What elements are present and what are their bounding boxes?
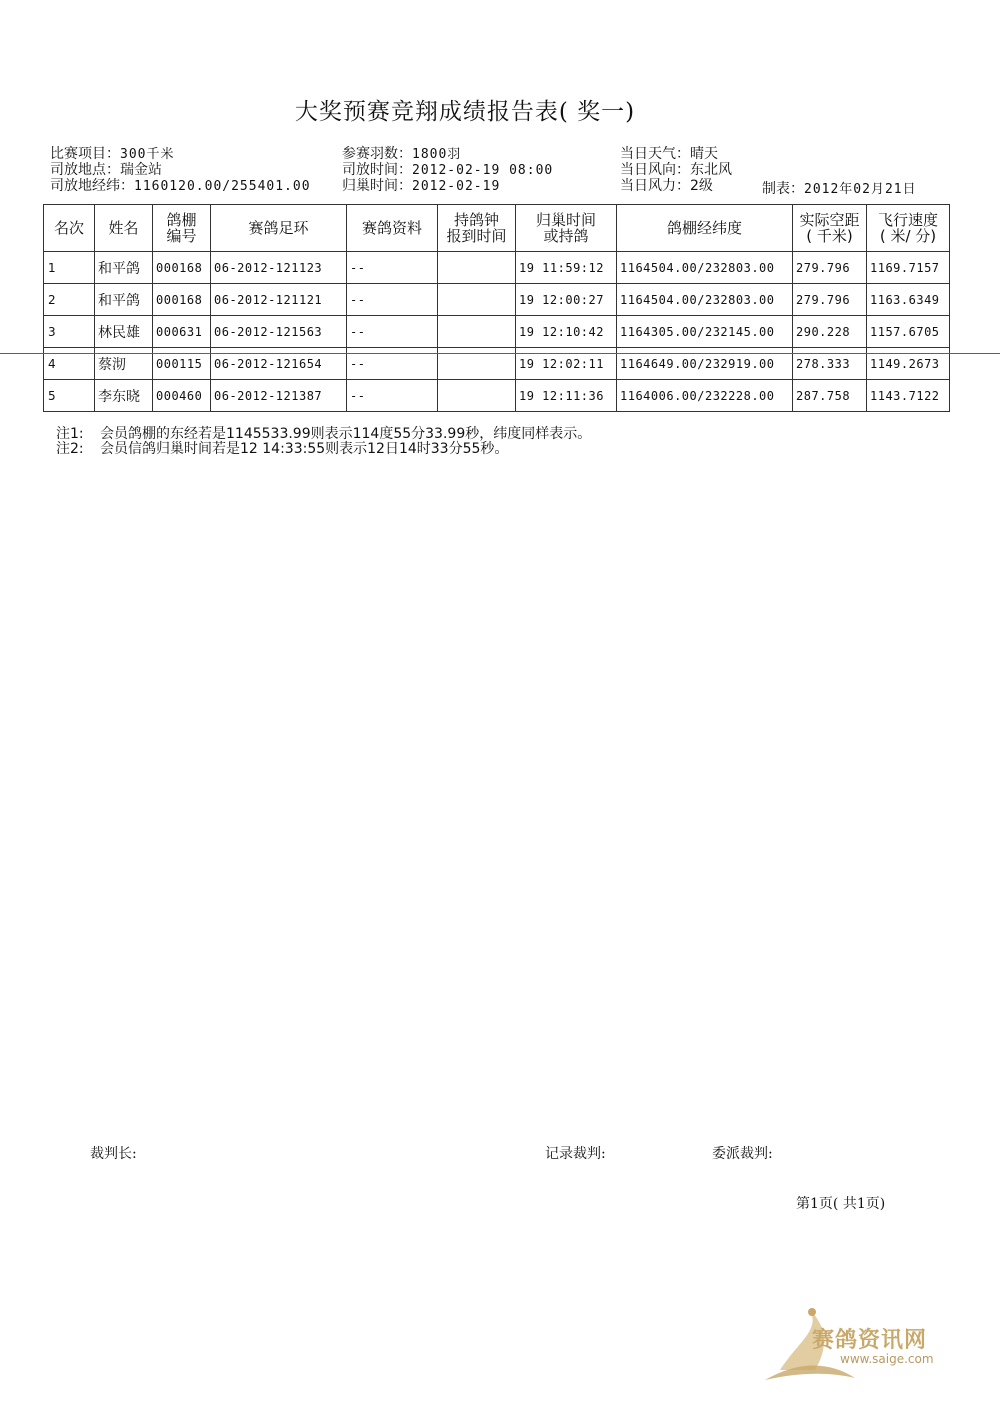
cell-arrival: 19 12:00:27 xyxy=(516,284,617,316)
chief-referee-label: 裁判长: xyxy=(90,1146,137,1162)
cell-arrival: 19 12:10:42 xyxy=(516,316,617,348)
watermark-site-name: 赛鸽资讯网 xyxy=(812,1328,928,1353)
info-label: 当日风力： xyxy=(620,178,690,194)
table-row xyxy=(44,380,950,412)
table-row xyxy=(44,316,950,348)
table-header-row xyxy=(44,205,950,252)
header-speed: 飞行速度 ( 米/ 分) xyxy=(867,205,950,252)
info-value: 1160120.00/255401.00 xyxy=(134,179,311,194)
cell-speed: 1157.6705 xyxy=(867,316,950,348)
results-table xyxy=(43,204,950,412)
info-label: 当日风向： xyxy=(620,162,690,178)
note-number: 注2: xyxy=(56,441,84,457)
cell-distance: 279.796 xyxy=(793,284,867,316)
cell-pigeon-info: -- xyxy=(347,252,438,284)
info-value: 瑞金站 xyxy=(120,162,162,178)
cell-rank: 5 xyxy=(44,380,95,412)
cell-arrival: 19 12:02:11 xyxy=(516,348,617,380)
info-label: 司放地经纬： xyxy=(50,178,134,194)
cell-clock-time xyxy=(438,252,516,284)
note-text: 会员信鸽归巢时间若是12 14:33:55则表示12日14时33分55秒。 xyxy=(100,441,509,457)
info-label: 比赛项目： xyxy=(50,146,120,162)
cell-coords: 1164504.00/232803.00 xyxy=(617,252,793,284)
info-label: 司放时间： xyxy=(342,162,412,178)
cell-rank: 4 xyxy=(44,348,95,380)
cell-rank: 3 xyxy=(44,316,95,348)
watermark-url: www.saige.com xyxy=(840,1352,934,1366)
cell-pigeon-info: -- xyxy=(347,316,438,348)
cell-coords: 1164305.00/232145.00 xyxy=(617,316,793,348)
cell-arrival: 19 11:59:12 xyxy=(516,252,617,284)
cell-arrival: 19 12:11:36 xyxy=(516,380,617,412)
cell-loft-no: 000115 xyxy=(153,348,211,380)
info-column-1 xyxy=(50,146,311,194)
header-pigeon-info: 赛鸽资料 xyxy=(347,205,438,252)
cell-speed: 1163.6349 xyxy=(867,284,950,316)
cell-loft-no: 000168 xyxy=(153,284,211,316)
cell-ring: 06-2012-121121 xyxy=(211,284,347,316)
header-coords: 鸽棚经纬度 xyxy=(617,205,793,252)
report-title: 大奖预赛竞翔成绩报告表( 奖一) xyxy=(294,99,636,125)
cell-ring: 06-2012-121563 xyxy=(211,316,347,348)
cell-speed: 1143.7122 xyxy=(867,380,950,412)
cell-name: 李东晓 xyxy=(95,380,153,412)
cell-distance: 278.333 xyxy=(793,348,867,380)
cell-pigeon-info: -- xyxy=(347,348,438,380)
info-column-2 xyxy=(342,146,553,194)
cell-speed: 1169.7157 xyxy=(867,252,950,284)
page-number: 第1页( 共1页) xyxy=(796,1196,886,1212)
cell-name: 蔡沏 xyxy=(95,348,153,380)
info-value: 2012-02-19 xyxy=(412,179,501,194)
cell-coords: 1164006.00/232228.00 xyxy=(617,380,793,412)
info-value: 晴天 xyxy=(690,146,718,162)
cell-ring: 06-2012-121123 xyxy=(211,252,347,284)
made-label: 制表： xyxy=(762,181,804,197)
table-row xyxy=(44,284,950,316)
header-distance: 实际空距 ( 千米) xyxy=(793,205,867,252)
info-value: 2012-02-19 08:00 xyxy=(412,163,554,178)
cell-distance: 290.228 xyxy=(793,316,867,348)
note-number: 注1: xyxy=(56,426,84,442)
cell-clock-time xyxy=(438,380,516,412)
made-date xyxy=(762,178,917,198)
notes xyxy=(56,427,591,457)
header-rank: 名次 xyxy=(44,205,95,252)
info-value: 东北风 xyxy=(690,162,732,178)
cell-ring: 06-2012-121654 xyxy=(211,348,347,380)
cell-name: 林民雄 xyxy=(95,316,153,348)
cell-coords: 1164504.00/232803.00 xyxy=(617,284,793,316)
recorder-referee-label: 记录裁判: xyxy=(545,1146,606,1162)
cell-loft-no: 000631 xyxy=(153,316,211,348)
cell-ring: 06-2012-121387 xyxy=(211,380,347,412)
cell-distance: 279.796 xyxy=(793,252,867,284)
table-row xyxy=(44,252,950,284)
cell-loft-no: 000168 xyxy=(153,252,211,284)
cell-clock-time xyxy=(438,316,516,348)
info-value: 2级 xyxy=(690,178,713,194)
cell-coords: 1164649.00/232919.00 xyxy=(617,348,793,380)
header-name: 姓名 xyxy=(95,205,153,252)
header-clock-time: 持鸽钟 报到时间 xyxy=(438,205,516,252)
info-label: 当日天气： xyxy=(620,146,690,162)
note-text: 会员鸽棚的东经若是1145533.99则表示114度55分33.99秒，纬度同样表示。 xyxy=(100,426,592,442)
made-value: 2012年02月21日 xyxy=(804,182,917,197)
info-label: 归巢时间： xyxy=(342,178,412,194)
header-loft-no: 鸽棚 编号 xyxy=(153,205,211,252)
cell-distance: 287.758 xyxy=(793,380,867,412)
cell-pigeon-info: -- xyxy=(347,284,438,316)
note-item xyxy=(56,442,591,457)
info-label: 司放地点： xyxy=(50,162,120,178)
cell-speed: 1149.2673 xyxy=(867,348,950,380)
header-ring: 赛鸽足环 xyxy=(211,205,347,252)
cell-rank: 2 xyxy=(44,284,95,316)
info-value: 300千米 xyxy=(120,147,175,162)
delegate-referee-label: 委派裁判: xyxy=(712,1146,773,1162)
cell-name: 和平鸽 xyxy=(95,284,153,316)
cell-clock-time xyxy=(438,284,516,316)
cell-pigeon-info: -- xyxy=(347,380,438,412)
red-guide-line xyxy=(0,353,1000,354)
info-value: 1800羽 xyxy=(412,147,462,162)
info-column-3 xyxy=(620,146,732,194)
cell-loft-no: 000460 xyxy=(153,380,211,412)
cell-name: 和平鸽 xyxy=(95,252,153,284)
note-item xyxy=(56,427,591,442)
info-label: 参赛羽数： xyxy=(342,146,412,162)
header-arrival: 归巢时间 或持鸽 xyxy=(516,205,617,252)
cell-rank: 1 xyxy=(44,252,95,284)
